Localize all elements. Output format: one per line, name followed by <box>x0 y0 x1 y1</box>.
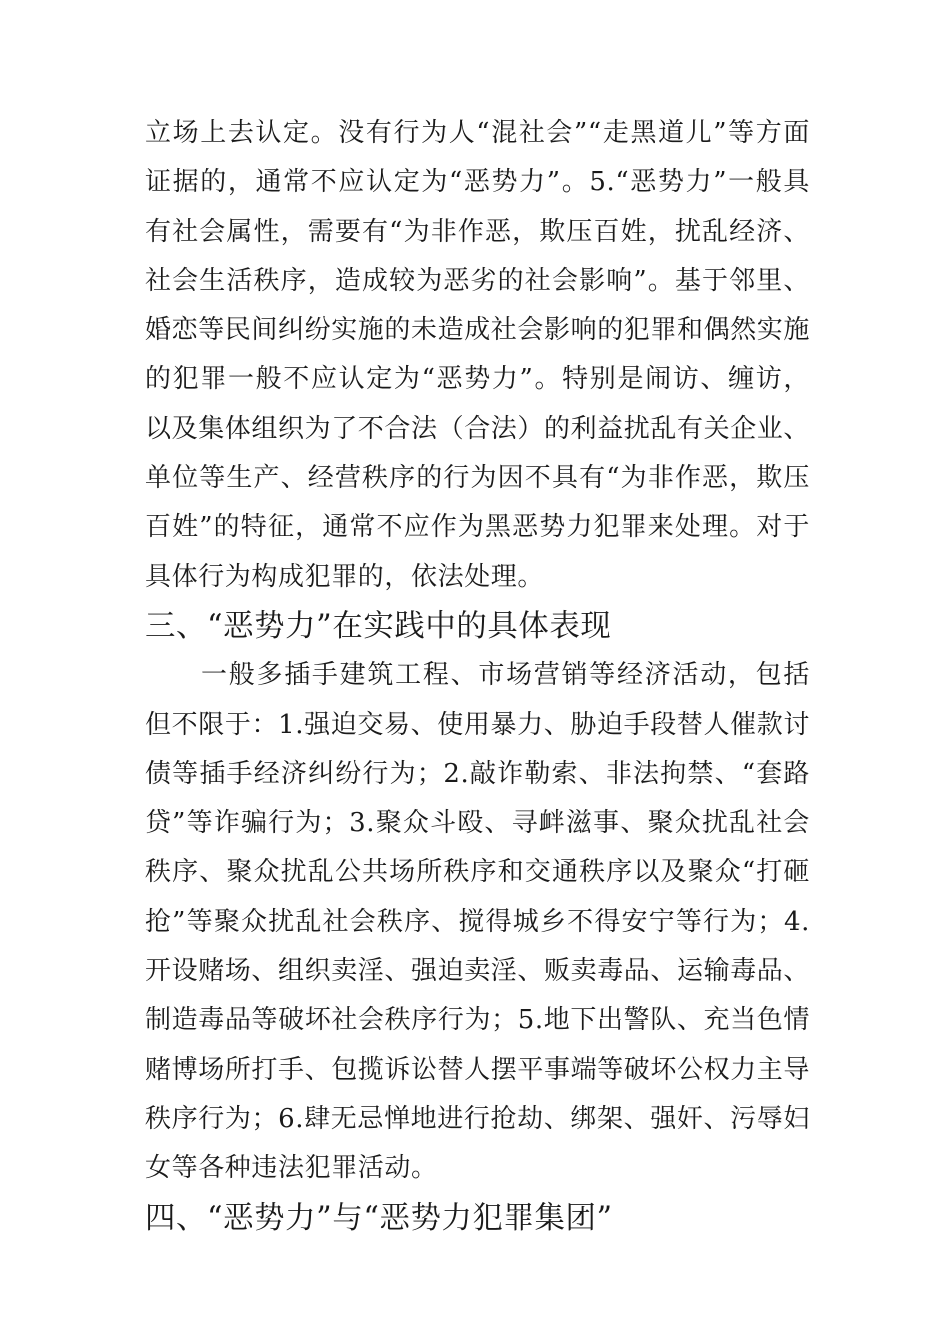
paragraph-continuation: 立场上去认定。没有行为人“混社会”“走黑道儿”等方面证据的，通常不应认定为“恶势力”。5.“恶势力”一般具有社会属性，需要有“为非作恶，欺压百姓，扰乱经济、社会生活秩序，造成较为恶劣的社会影响”。基于邻里、婚恋等民间纠纷实施的未造成社会影响的犯罪和偶然实施的犯罪一般不应认定为“恶势力”。特别是闹访、缠访，以及集体组织为了不合法（合法）的利益扰乱有关企业、单位等生产、经营秩序的行为因不具有“为非作恶，欺压百姓”的特征，通常不应作为黑恶势力犯罪来处理。对于具体行为构成犯罪的，依法处理。 <box>145 118 811 592</box>
section-heading-3: 三、“恶势力”在实践中的具体表现 <box>145 608 612 644</box>
paragraph-manifestations: 一般多插手建筑工程、市场营销等经济活动，包括但不限于：1.强迫交易、使用暴力、胁迫手段替人催款讨债等插手经济纠纷行为；2.敲诈勒索、非法拘禁、“套路贷”等诈骗行为；3.聚众斗殴、寻衅滋事、聚众扰乱社会秩序、聚众扰乱公共场所秩序和交通秩序以及聚众“打砸抢”等聚众扰乱社会秩序、搅得城乡不得安宁等行为；4. 开设赌场、组织卖淫、强迫卖淫、贩卖毒品、运输毒品、制造毒品等破坏社会秩序行为；5.地下出警队、充当色情赌博场所打手、包揽诉讼替人摆平事端等破坏公权力主导秩序行为；6.肆无忌惮地进行抢劫、绑架、强奸、污辱妇女等各种违法犯罪活动。 <box>145 660 811 1184</box>
section-heading-4: 四、“恶势力”与“恶势力犯罪集团” <box>145 1200 613 1236</box>
document-body <box>145 109 810 1243</box>
